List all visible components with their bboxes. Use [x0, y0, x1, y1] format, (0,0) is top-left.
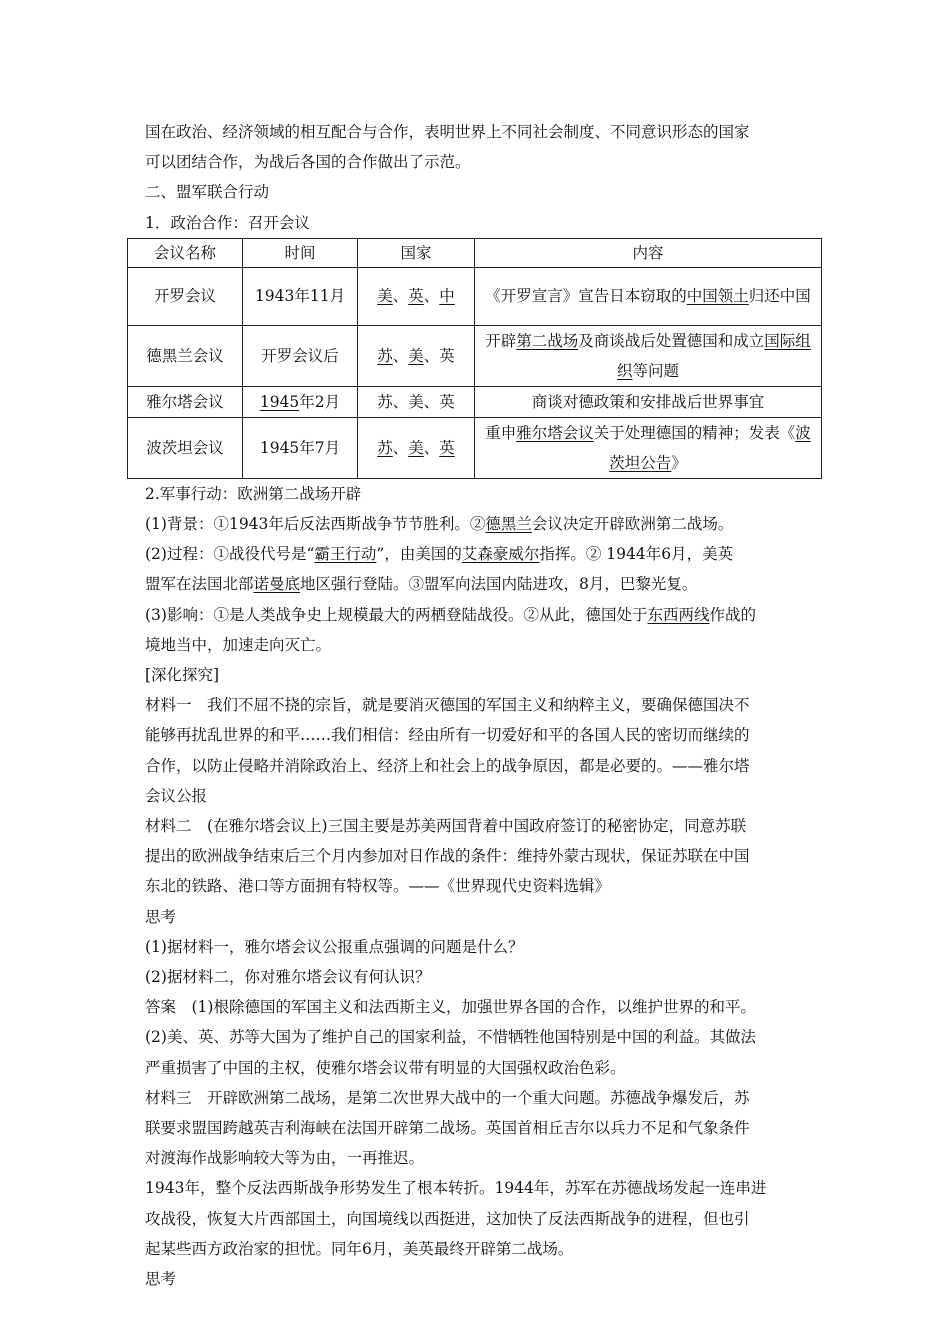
material-line: 能够再扰乱世界的和平……我们相信：经由所有一切爱好和平的各国人民的密切而继续的	[145, 726, 750, 745]
table-header: 会议名称	[128, 238, 243, 267]
material-line: 1943年，整个反法西斯战争形势发生了根本转折。1944年，苏军在苏德战场发起一连串进	[145, 1179, 767, 1198]
effect-line: 境地当中，加速走向灭亡。	[145, 635, 332, 654]
conference-time: 1943年11月	[243, 267, 358, 325]
conference-countries: 苏、美、英	[358, 417, 475, 478]
conference-name: 德黑兰会议	[128, 325, 243, 386]
table-header: 国家	[358, 238, 475, 267]
material-line: 东北的铁路、港口等方面拥有特权等。——《世界现代史资料选辑》	[145, 877, 611, 896]
material-line: 材料二 (在雅尔塔会议上)三国主要是苏美两国背着中国政府签订的秘密协定，同意苏联	[145, 817, 747, 836]
background-line: (1)背景：①1943年后反法西斯战争节节胜利。②德黑兰会议决定开辟欧洲第二战场。	[145, 515, 734, 534]
material-line: 合作，以防止侵略并消除政治上、经济上和社会上的战争原因，都是必要的。——雅尔塔	[145, 756, 750, 775]
explore-heading: [深化探究]	[145, 666, 220, 685]
conference-content: 商谈对德政策和安排战后世界事宜	[475, 386, 822, 417]
section-heading: 二、盟军联合行动	[145, 183, 270, 202]
material-line: 攻战役，恢复大片西部国土，向国境线以西挺进，这加快了反法西斯战争的进程，但也引	[145, 1209, 750, 1228]
conference-countries: 苏、美、英	[358, 386, 475, 417]
material-line: 会议公报	[145, 786, 208, 805]
material-line: 起某些西方政治家的担忧。同年6月，美英最终开辟第二战场。	[145, 1239, 574, 1258]
table-header: 内容	[475, 238, 822, 267]
table-header-row	[128, 238, 822, 267]
answer-line: (2)美、英、苏等大国为了维护自己的国家利益，不惜牺牲他国特别是中国的利益。其做法	[145, 1028, 756, 1047]
intro-line: 国在政治、经济领域的相互配合与合作，表明世界上不同社会制度、不同意识形态的国家	[145, 123, 750, 141]
conference-name: 雅尔塔会议	[128, 386, 243, 417]
document-page	[145, 117, 825, 1294]
answer-line: 答案 (1)根除德国的军国主义和法西斯主义，加强世界各国的合作，以维护世界的和平。	[145, 998, 756, 1017]
process-line: (2)过程：①战役代号是“霸王行动”，由美国的艾森豪威尔指挥。② 1944年6月，美英	[145, 545, 734, 564]
subsection-heading: 2.军事行动：欧洲第二战场开辟	[145, 484, 362, 503]
material-line: 材料三 开辟欧洲第二战场，是第二次世界大战中的一个重大问题。苏德战争爆发后，苏	[145, 1088, 750, 1107]
conference-content: 重申雅尔塔会议关于处理德国的精神；发表《波茨坦公告》	[475, 417, 822, 478]
conference-time: 1945年2月	[243, 386, 358, 417]
think-label: 思考	[145, 1270, 177, 1289]
table-row	[128, 325, 822, 386]
material-line: 联要求盟国跨越英吉利海峡在法国开辟第二战场。英国首相丘吉尔以兵力不足和气象条件	[145, 1119, 750, 1138]
table-row	[128, 386, 822, 417]
question-line: (1)据材料一，雅尔塔会议公报重点强调的问题是什么？	[145, 937, 524, 956]
conference-time: 开罗会议后	[243, 325, 358, 386]
material-line: 材料一 我们不屈不挠的宗旨，就是要消灭德国的军国主义和纳粹主义，要确保德国决不	[145, 696, 750, 715]
conference-name: 开罗会议	[128, 267, 243, 325]
intro-line: 可以团结合作，为战后各国的合作做出了示范。	[145, 153, 471, 172]
conference-time: 1945年7月	[243, 417, 358, 478]
table-row	[128, 267, 822, 325]
material-line: 提出的欧洲战争结束后三个月内参加对日作战的条件：维持外蒙古现状，保证苏联在中国	[145, 847, 750, 866]
process-line: 盟军在法国北部诺曼底地区强行登陆。③盟军向法国内陆进攻，8月，巴黎光复。	[145, 575, 698, 594]
conference-content: 开辟第二战场及商谈战后处置德国和成立国际组织等问题	[475, 325, 822, 386]
table-row	[128, 417, 822, 478]
conference-countries: 苏、美、英	[358, 325, 475, 386]
effect-line: (3)影响：①是人类战争史上规模最大的两栖登陆战役。②从此，德国处于东西两线作战的	[145, 605, 756, 624]
conference-countries: 美、英、中	[358, 267, 475, 325]
conference-name: 波茨坦会议	[128, 417, 243, 478]
answer-line: 严重损害了中国的主权，使雅尔塔会议带有明显的大国强权政治色彩。	[145, 1058, 626, 1077]
table-header: 时间	[243, 238, 358, 267]
think-label: 思考	[145, 907, 177, 926]
subsection-heading: 1．政治合作：召开会议	[145, 213, 310, 232]
conference-table	[127, 238, 822, 479]
question-line: (2)据材料二，你对雅尔塔会议有何认识？	[145, 968, 431, 987]
conference-content: 《开罗宣言》宣告日本窃取的中国领土归还中国	[475, 267, 822, 325]
material-line: 对渡海作战影响较大等为由，一再推迟。	[145, 1149, 425, 1168]
